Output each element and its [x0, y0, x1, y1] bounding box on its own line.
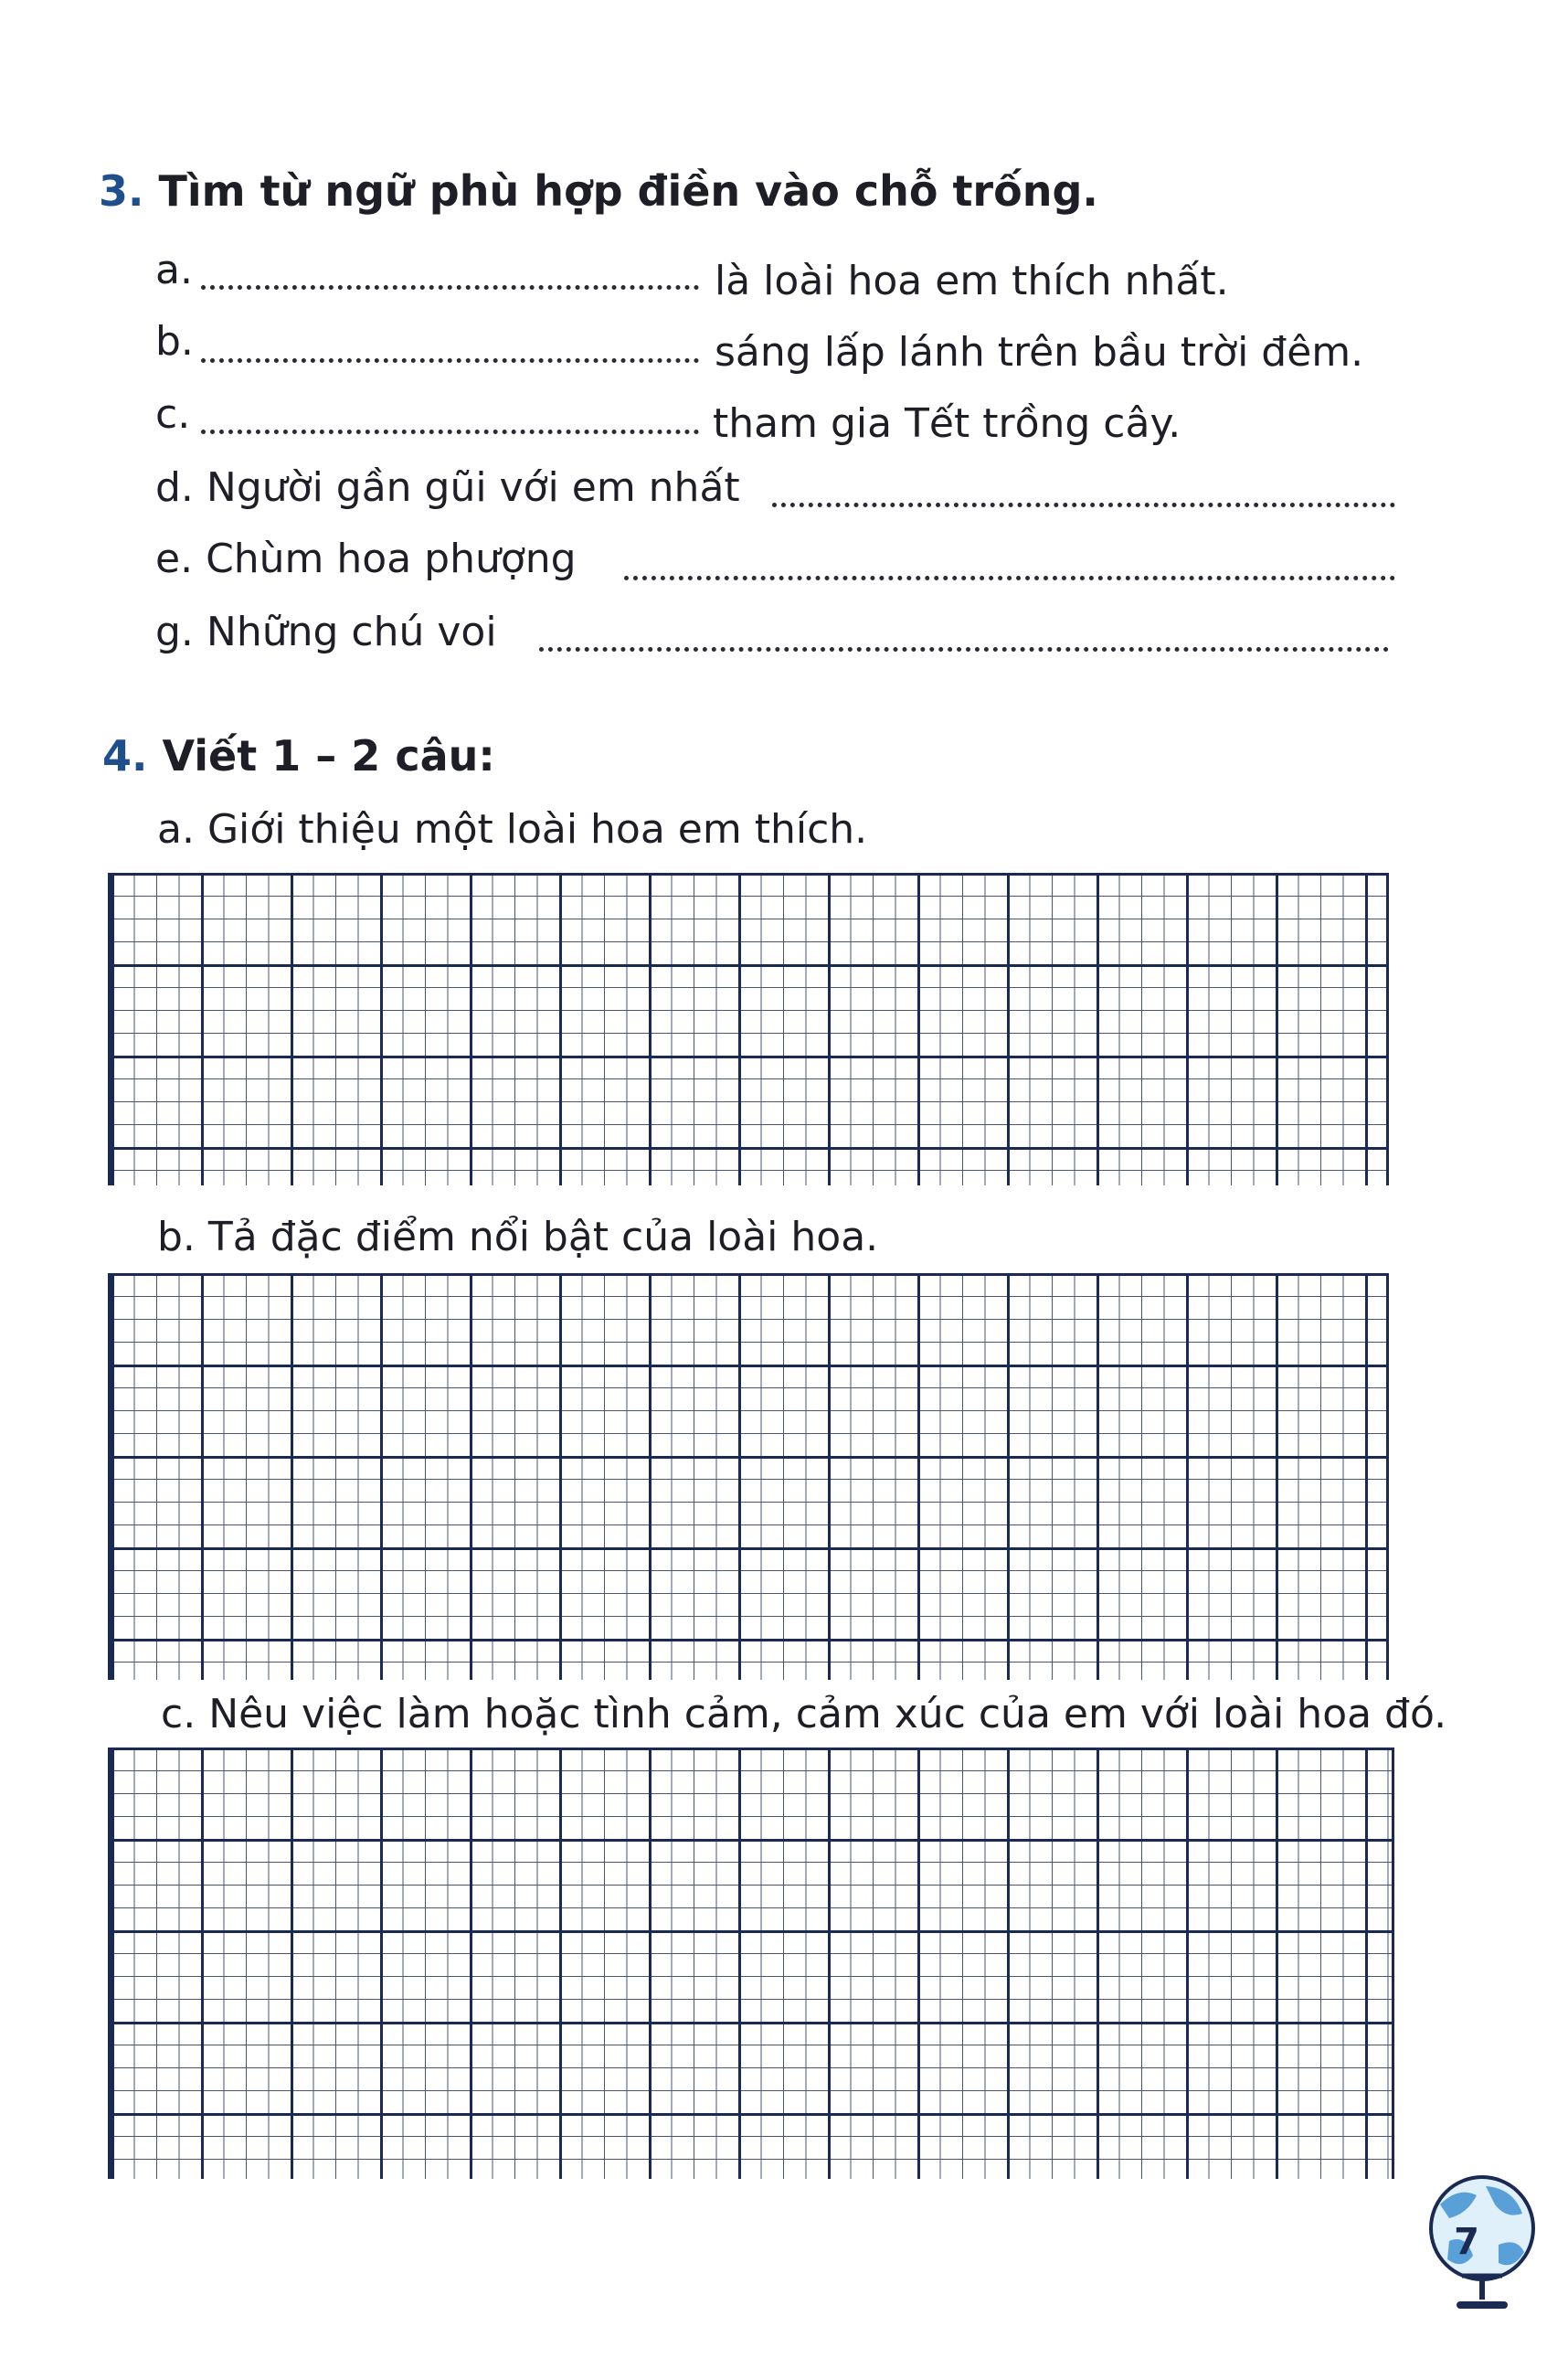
q4-part-c-text: Nêu việc làm hoặc tình cảm, cảm xúc của em với loài hoa đó.	[208, 1691, 1447, 1737]
question-3-text: Tìm từ ngữ phù hợp điền vào chỗ trống.	[158, 166, 1098, 216]
q3-item-g-label: g.	[155, 609, 194, 655]
q3-item-b-blank[interactable]	[201, 358, 699, 363]
q4-part-a-text: Giới thiệu một loài hoa em thích.	[207, 806, 868, 853]
q3-item-e-text: Chùm hoa phượng	[206, 536, 577, 582]
page-number: 7	[1454, 2221, 1479, 2263]
q3-item-b-text: sáng lấp lánh trên bầu trời đêm.	[715, 329, 1364, 376]
writing-grid-c[interactable]	[108, 1748, 1394, 2179]
q3-item-e	[155, 536, 577, 582]
question-4-title	[102, 731, 495, 781]
q4-part-b-label: b.	[157, 1214, 196, 1260]
q3-item-c-blank[interactable]	[201, 430, 699, 434]
q3-item-e-label: e.	[155, 536, 194, 582]
q3-item-c-label: c.	[155, 391, 191, 438]
q3-item-a-label: a.	[155, 247, 193, 293]
q4-part-a	[157, 806, 867, 853]
q3-item-a-blank[interactable]	[201, 285, 699, 290]
question-3-title	[99, 166, 1098, 216]
q3-item-g-text: Những chú voi	[206, 609, 497, 655]
question-3-number: 3.	[99, 166, 144, 216]
q4-part-b-text: Tả đặc điểm nổi bật của loài hoa.	[207, 1214, 879, 1260]
q4-part-c	[161, 1691, 1446, 1737]
question-4-number: 4.	[102, 731, 148, 781]
q3-item-b-label: b.	[155, 318, 194, 365]
q3-item-c-text: tham gia Tết trồng cây.	[713, 400, 1181, 447]
writing-grid-b[interactable]	[108, 1273, 1389, 1680]
q3-item-d-label: d.	[155, 464, 194, 511]
question-4-text: Viết 1 – 2 câu:	[162, 731, 495, 781]
q3-item-d-blank[interactable]	[772, 503, 1395, 507]
q3-item-g	[155, 609, 497, 655]
q3-item-a-text: là loài hoa em thích nhất.	[715, 258, 1229, 304]
q3-item-e-blank[interactable]	[624, 576, 1395, 580]
q4-part-a-label: a.	[157, 806, 195, 853]
q3-item-d-text: Người gần gũi với em nhất	[206, 464, 740, 511]
q4-part-b	[157, 1214, 878, 1260]
q3-item-g-blank[interactable]	[539, 647, 1389, 652]
q4-part-c-label: c.	[161, 1691, 196, 1737]
q3-item-d	[155, 464, 740, 511]
writing-grid-a[interactable]	[108, 873, 1389, 1185]
globe-icon	[1422, 2168, 1542, 2314]
